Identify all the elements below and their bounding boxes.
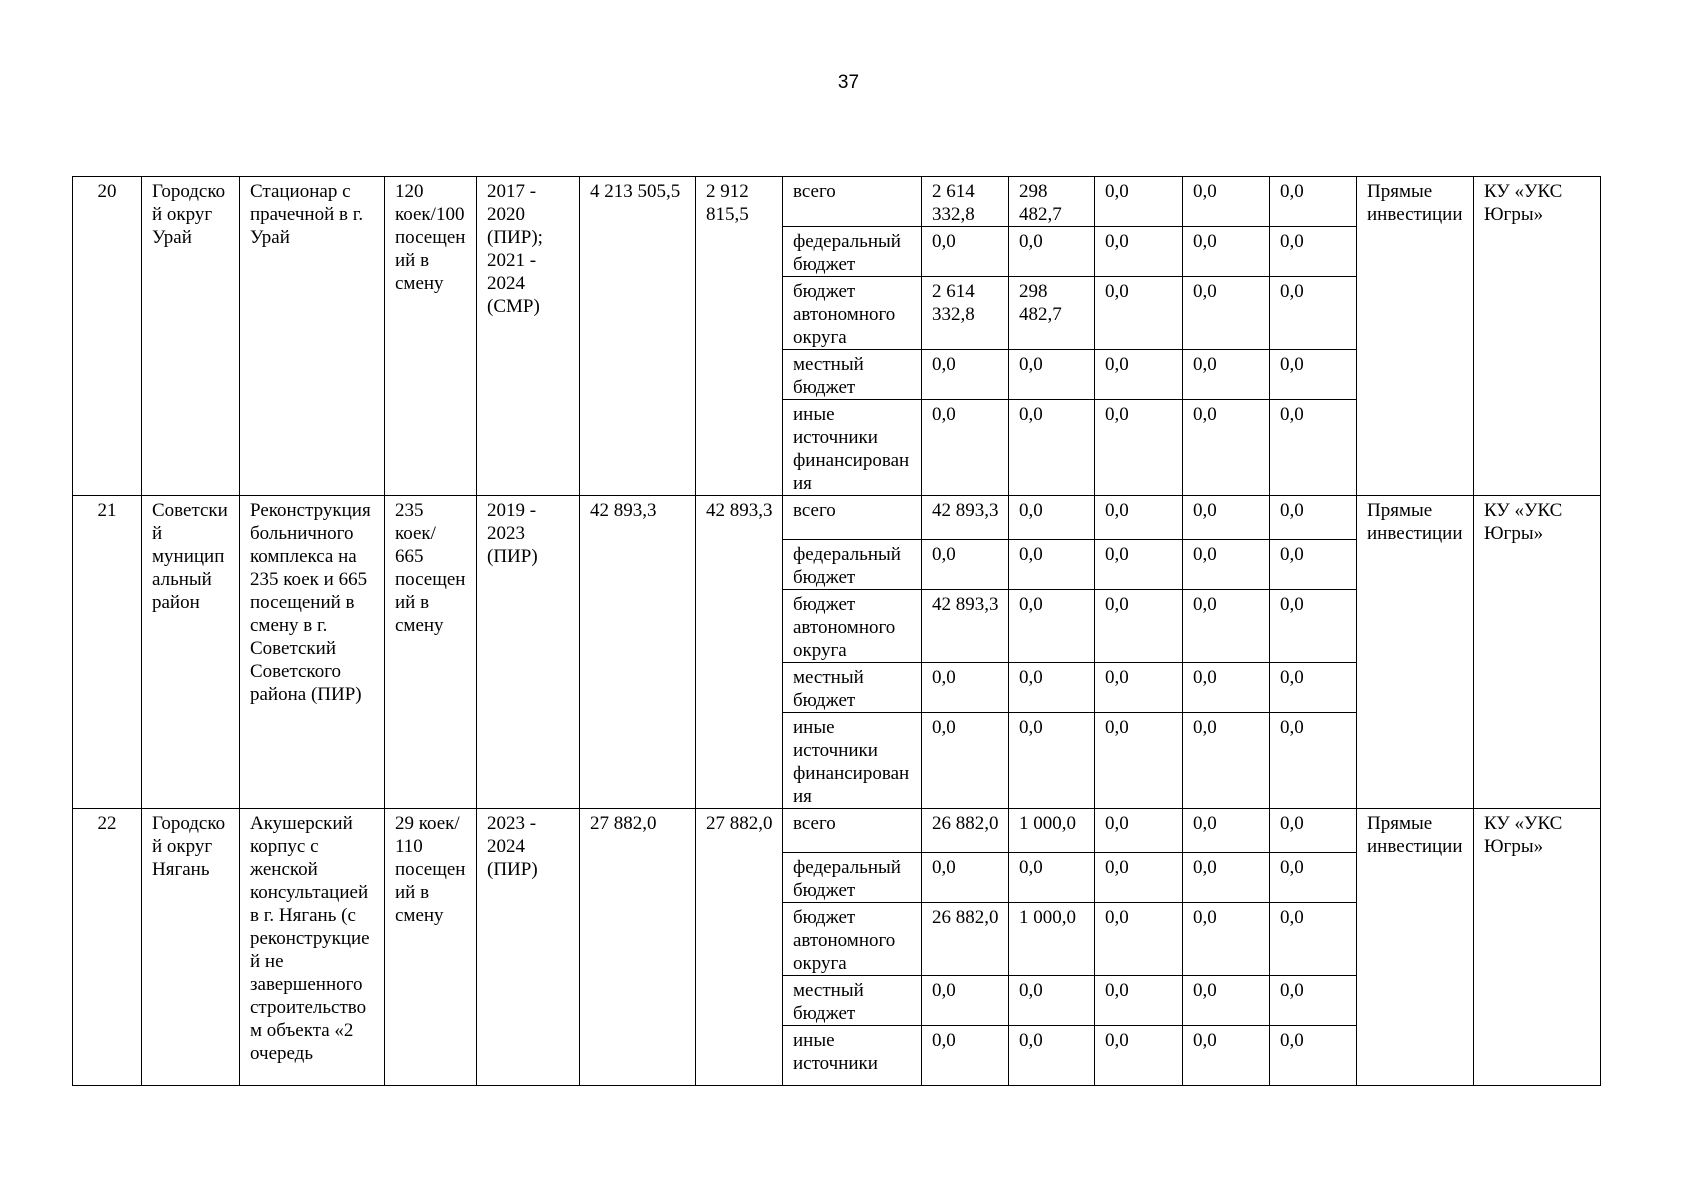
funding-value-cell: 298 482,7 <box>1009 177 1095 227</box>
funding-value-cell: 0,0 <box>1270 1026 1357 1086</box>
period-cell: 2023 - 2024 (ПИР) <box>477 809 580 1086</box>
funding-value-cell: 0,0 <box>1183 540 1270 590</box>
funding-value-cell: 0,0 <box>1095 350 1183 400</box>
funding-value-cell: 0,0 <box>1183 277 1270 350</box>
funding-value-cell: 0,0 <box>1095 903 1183 976</box>
funding-value-cell: 0,0 <box>1183 590 1270 663</box>
funding-source-cell: всего <box>783 496 922 540</box>
funding-value-cell: 0,0 <box>1009 540 1095 590</box>
funding-source-cell: бюджет автономного округа <box>783 590 922 663</box>
funding-value-cell: 0,0 <box>1095 809 1183 853</box>
funding-source-cell: всего <box>783 177 922 227</box>
funding-source-cell: местный бюджет <box>783 350 922 400</box>
municipality-cell: Городской округ Нягань <box>142 809 240 1086</box>
funding-value-cell: 0,0 <box>1270 713 1357 809</box>
object-name-cell: Реконструкция больничного комплекса на 235 коек и 665 посещений в смену в г. Советский Советского района (ПИР) <box>240 496 385 809</box>
funding-value-cell: 0,0 <box>922 976 1009 1026</box>
funding-value-cell: 0,0 <box>1270 400 1357 496</box>
funding-value-cell: 0,0 <box>1009 853 1095 903</box>
funding-value-cell: 0,0 <box>1183 663 1270 713</box>
funding-source-cell: иные источники <box>783 1026 922 1086</box>
customer-cell: КУ «УКС Югры» <box>1474 177 1601 496</box>
row-number-cell: 22 <box>73 809 142 1086</box>
page-number: 37 <box>837 72 860 93</box>
funding-source-cell: бюджет автономного округа <box>783 903 922 976</box>
period-cell: 2019 - 2023 (ПИР) <box>477 496 580 809</box>
funding-value-cell: 0,0 <box>1095 663 1183 713</box>
funding-value-cell: 0,0 <box>1009 496 1095 540</box>
funding-value-cell: 0,0 <box>1183 496 1270 540</box>
funding-value-cell: 0,0 <box>1009 976 1095 1026</box>
funding-value-cell: 0,0 <box>1270 663 1357 713</box>
funding-value-cell: 0,0 <box>1270 540 1357 590</box>
table-row <box>73 809 1601 853</box>
municipality-cell: Городской округ Урай <box>142 177 240 496</box>
funding-value-cell: 0,0 <box>1183 227 1270 277</box>
capacity-cell: 29 коек/ 110 посещений в смену <box>385 809 477 1086</box>
funding-value-cell: 0,0 <box>1095 1026 1183 1086</box>
table-row <box>73 496 1601 540</box>
row-number-cell: 20 <box>73 177 142 496</box>
funding-value-cell: 2 614 332,8 <box>922 277 1009 350</box>
funding-value-cell: 298 482,7 <box>1009 277 1095 350</box>
funding-value-cell: 0,0 <box>1270 277 1357 350</box>
funding-value-cell: 0,0 <box>1183 1026 1270 1086</box>
funding-value-cell: 42 893,3 <box>922 590 1009 663</box>
funding-value-cell: 0,0 <box>1009 663 1095 713</box>
funding-value-cell: 2 614 332,8 <box>922 177 1009 227</box>
municipality-cell: Советский муниципальный район <box>142 496 240 809</box>
funding-value-cell: 0,0 <box>1095 277 1183 350</box>
funding-value-cell: 26 882,0 <box>922 903 1009 976</box>
funding-source-cell: иные источники финансирования <box>783 400 922 496</box>
total-cost-cell: 27 882,0 <box>580 809 696 1086</box>
funding-value-cell: 0,0 <box>1270 177 1357 227</box>
total-cost-cell: 42 893,3 <box>580 496 696 809</box>
funding-source-cell: федеральный бюджет <box>783 853 922 903</box>
funding-value-cell: 0,0 <box>1270 903 1357 976</box>
funding-source-cell: всего <box>783 809 922 853</box>
funding-value-cell: 0,0 <box>1095 540 1183 590</box>
funding-value-cell: 0,0 <box>922 227 1009 277</box>
funding-value-cell: 0,0 <box>1183 853 1270 903</box>
table-row <box>73 177 1601 227</box>
funding-value-cell: 0,0 <box>1095 400 1183 496</box>
investment-form-cell: Прямые инвестиции <box>1357 177 1474 496</box>
funding-value-cell: 0,0 <box>1009 1026 1095 1086</box>
investment-form-cell: Прямые инвестиции <box>1357 809 1474 1086</box>
funding-value-cell: 0,0 <box>1009 713 1095 809</box>
capacity-cell: 120 коек/100 посещений в смену <box>385 177 477 496</box>
funding-value-cell: 0,0 <box>1009 350 1095 400</box>
funding-value-cell: 0,0 <box>1183 903 1270 976</box>
remaining-cost-cell: 42 893,3 <box>696 496 783 809</box>
funding-value-cell: 0,0 <box>1183 177 1270 227</box>
customer-cell: КУ «УКС Югры» <box>1474 809 1601 1086</box>
funding-source-cell: федеральный бюджет <box>783 227 922 277</box>
funding-value-cell: 0,0 <box>1095 976 1183 1026</box>
funding-value-cell: 0,0 <box>1095 177 1183 227</box>
investment-objects-table <box>72 176 1601 1086</box>
funding-value-cell: 0,0 <box>1270 590 1357 663</box>
funding-value-cell: 0,0 <box>1270 976 1357 1026</box>
funding-source-cell: местный бюджет <box>783 663 922 713</box>
funding-source-cell: федеральный бюджет <box>783 540 922 590</box>
funding-value-cell: 0,0 <box>922 540 1009 590</box>
funding-value-cell: 0,0 <box>1095 590 1183 663</box>
funding-source-cell: местный бюджет <box>783 976 922 1026</box>
funding-source-cell: бюджет автономного округа <box>783 277 922 350</box>
period-cell: 2017 - 2020 (ПИР); 2021 - 2024 (СМР) <box>477 177 580 496</box>
funding-value-cell: 0,0 <box>1183 713 1270 809</box>
funding-value-cell: 0,0 <box>1270 853 1357 903</box>
funding-value-cell: 0,0 <box>1270 496 1357 540</box>
object-name-cell: Акушерский корпус с женской консультацией в г. Нягань (с реконструкцией не завершенного строительством объекта «2 очередь <box>240 809 385 1086</box>
funding-value-cell: 0,0 <box>1095 713 1183 809</box>
funding-value-cell: 1 000,0 <box>1009 809 1095 853</box>
customer-cell: КУ «УКС Югры» <box>1474 496 1601 809</box>
remaining-cost-cell: 27 882,0 <box>696 809 783 1086</box>
funding-value-cell: 0,0 <box>1009 400 1095 496</box>
funding-value-cell: 0,0 <box>1270 809 1357 853</box>
funding-value-cell: 0,0 <box>1009 227 1095 277</box>
funding-value-cell: 0,0 <box>1095 496 1183 540</box>
funding-value-cell: 0,0 <box>922 1026 1009 1086</box>
remaining-cost-cell: 2 912 815,5 <box>696 177 783 496</box>
funding-value-cell: 42 893,3 <box>922 496 1009 540</box>
funding-value-cell: 0,0 <box>1095 227 1183 277</box>
funding-value-cell: 0,0 <box>1183 976 1270 1026</box>
object-name-cell: Стационар с прачечной в г. Урай <box>240 177 385 496</box>
funding-value-cell: 1 000,0 <box>1009 903 1095 976</box>
row-number-cell: 21 <box>73 496 142 809</box>
funding-value-cell: 0,0 <box>922 663 1009 713</box>
funding-source-cell: иные источники финансирования <box>783 713 922 809</box>
funding-value-cell: 26 882,0 <box>922 809 1009 853</box>
funding-value-cell: 0,0 <box>1183 809 1270 853</box>
funding-value-cell: 0,0 <box>922 713 1009 809</box>
funding-value-cell: 0,0 <box>1009 590 1095 663</box>
funding-value-cell: 0,0 <box>922 853 1009 903</box>
funding-value-cell: 0,0 <box>1183 400 1270 496</box>
investment-form-cell: Прямые инвестиции <box>1357 496 1474 809</box>
funding-value-cell: 0,0 <box>1270 350 1357 400</box>
funding-value-cell: 0,0 <box>922 400 1009 496</box>
total-cost-cell: 4 213 505,5 <box>580 177 696 496</box>
funding-value-cell: 0,0 <box>1183 350 1270 400</box>
funding-value-cell: 0,0 <box>1095 853 1183 903</box>
capacity-cell: 235 коек/ 665 посещений в смену <box>385 496 477 809</box>
funding-value-cell: 0,0 <box>922 350 1009 400</box>
funding-value-cell: 0,0 <box>1270 227 1357 277</box>
